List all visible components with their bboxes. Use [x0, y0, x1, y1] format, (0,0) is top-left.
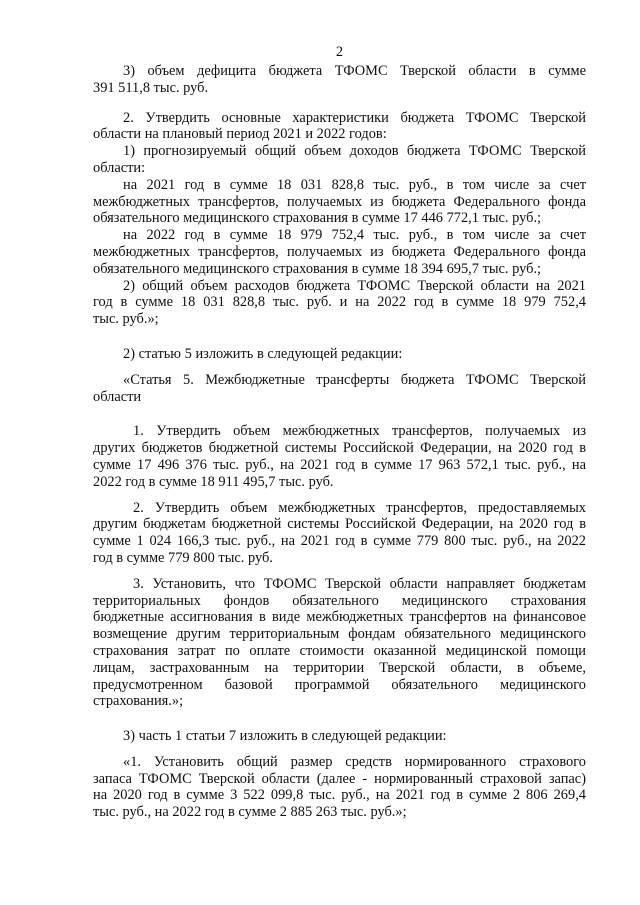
text-line: обязательного медицинского страхования в сумме 18 394 695,7 тыс. руб.; [93, 260, 542, 277]
text-line: 2) статью 5 изложить в следующей редакции: [123, 345, 403, 362]
text-line: страхования.»; [93, 693, 184, 710]
text-line: запаса ТФОМС Тверской области (далее - нормированный страховой запас) [93, 770, 586, 787]
paragraph-article-5-intro [93, 346, 586, 363]
text-line: «1. Установить общий размер средств нормированного страхового [123, 753, 586, 770]
text-line: сумме 17 496 376 тыс. руб., на 2021 год в сумме 17 963 572,1 тыс. руб., на [93, 456, 586, 473]
article-5-heading [93, 372, 586, 406]
text-line: на 2021 год в сумме 18 031 828,8 тыс. руб., в том числе за счет [123, 176, 586, 193]
paragraph-transfers-provided [93, 500, 586, 567]
text-line: 3) объем дефицита бюджета ТФОМС Тверской области в сумме [123, 63, 586, 79]
text-line: тыс. руб.»; [93, 311, 159, 328]
text-line: год в сумме 18 031 828,8 тыс. руб. и на 2022 год в сумме 18 979 752,4 [93, 294, 586, 311]
text-line: межбюджетных трансфертов, получаемых из бюджета Федерального фонда [93, 193, 586, 210]
text-line: бюджетные ассигнования в виде межбюджетных трансфертов на финансовое [93, 609, 586, 626]
text-line: области: [93, 159, 146, 176]
text-line: предусмотренном базовой программой обязательного медицинского [93, 676, 586, 693]
text-line: 391 511,8 тыс. руб. [93, 79, 209, 96]
paragraph-deficit [93, 63, 586, 97]
text-line: тыс. руб., на 2022 год в сумме 2 885 263 тыс. руб.»; [93, 804, 407, 821]
text-line: «Статья 5. Межбюджетные трансферты бюджета ТФОМС Тверской [123, 371, 586, 388]
paragraph-reserve [93, 754, 586, 821]
paragraph-revenue [93, 143, 586, 177]
paragraph-article-7-intro [93, 728, 586, 745]
text-line: на 2020 год в сумме 3 522 099,8 тыс. руб., на 2021 год в сумме 2 806 269,4 [93, 787, 586, 804]
text-line: другим бюджетам бюджетной системы Российской Федерации, на 2020 год в [93, 516, 586, 533]
paragraph-revenue-2022 [93, 227, 586, 277]
text-line: территориальных фондов обязательного медицинского страхования [93, 592, 586, 609]
text-line: обязательного медицинского страхования в сумме 17 446 772,1 тыс. руб.; [93, 210, 542, 227]
text-line: области [93, 388, 142, 405]
text-line: 2022 год в сумме 18 911 495,7 тыс. руб. [93, 473, 334, 490]
text-line: 1. Утвердить объем межбюджетных трансфертов, получаемых из [133, 423, 586, 440]
text-line: возмещение другим территориальным фондам обязательного медицинского [93, 626, 586, 643]
page-number: 2 [335, 44, 344, 60]
text-line: других бюджетов бюджетной системы Российской Федерации, на 2020 год в [93, 440, 586, 457]
text-line: страхования затрат по оплате стоимости оказанной медицинской помощи [93, 642, 586, 659]
text-line: 2. Утвердить основные характеристики бюджета ТФОМС Тверской [123, 109, 586, 126]
text-line: межбюджетных трансфертов, получаемых из бюджета Федерального фонда [93, 243, 586, 260]
text-line: 2) общий объем расходов бюджета ТФОМС Тверской области на 2021 [123, 277, 586, 294]
text-line: сумме 1 024 166,3 тыс. руб., на 2021 год в сумме 779 800 тыс. руб., на 2022 [93, 533, 586, 550]
text-line: лицам, застрахованным на территории Тверской области, в объеме, [93, 659, 586, 676]
text-line: на 2022 год в сумме 18 979 752,4 тыс. руб., в том числе за счет [123, 227, 586, 244]
text-line: 2. Утвердить объем межбюджетных трансфертов, предоставляемых [133, 499, 586, 516]
text-line: 1) прогнозируемый общий объем доходов бюджета ТФОМС Тверской [123, 143, 586, 160]
paragraph-expenses [93, 278, 586, 328]
paragraph-transfers-received [93, 423, 586, 490]
text-line: 3) часть 1 статьи 7 изложить в следующей редакции: [123, 728, 447, 745]
text-line: год в сумме 779 800 тыс. руб. [93, 549, 273, 566]
paragraph-compensation [93, 576, 586, 710]
text-line: области на плановый период 2021 и 2022 годов: [93, 126, 387, 143]
text-line: 3. Установить, что ТФОМС Тверской области направляет бюджетам [133, 575, 586, 592]
paragraph-revenue-2021 [93, 177, 586, 227]
paragraph-item-2 [93, 110, 586, 144]
